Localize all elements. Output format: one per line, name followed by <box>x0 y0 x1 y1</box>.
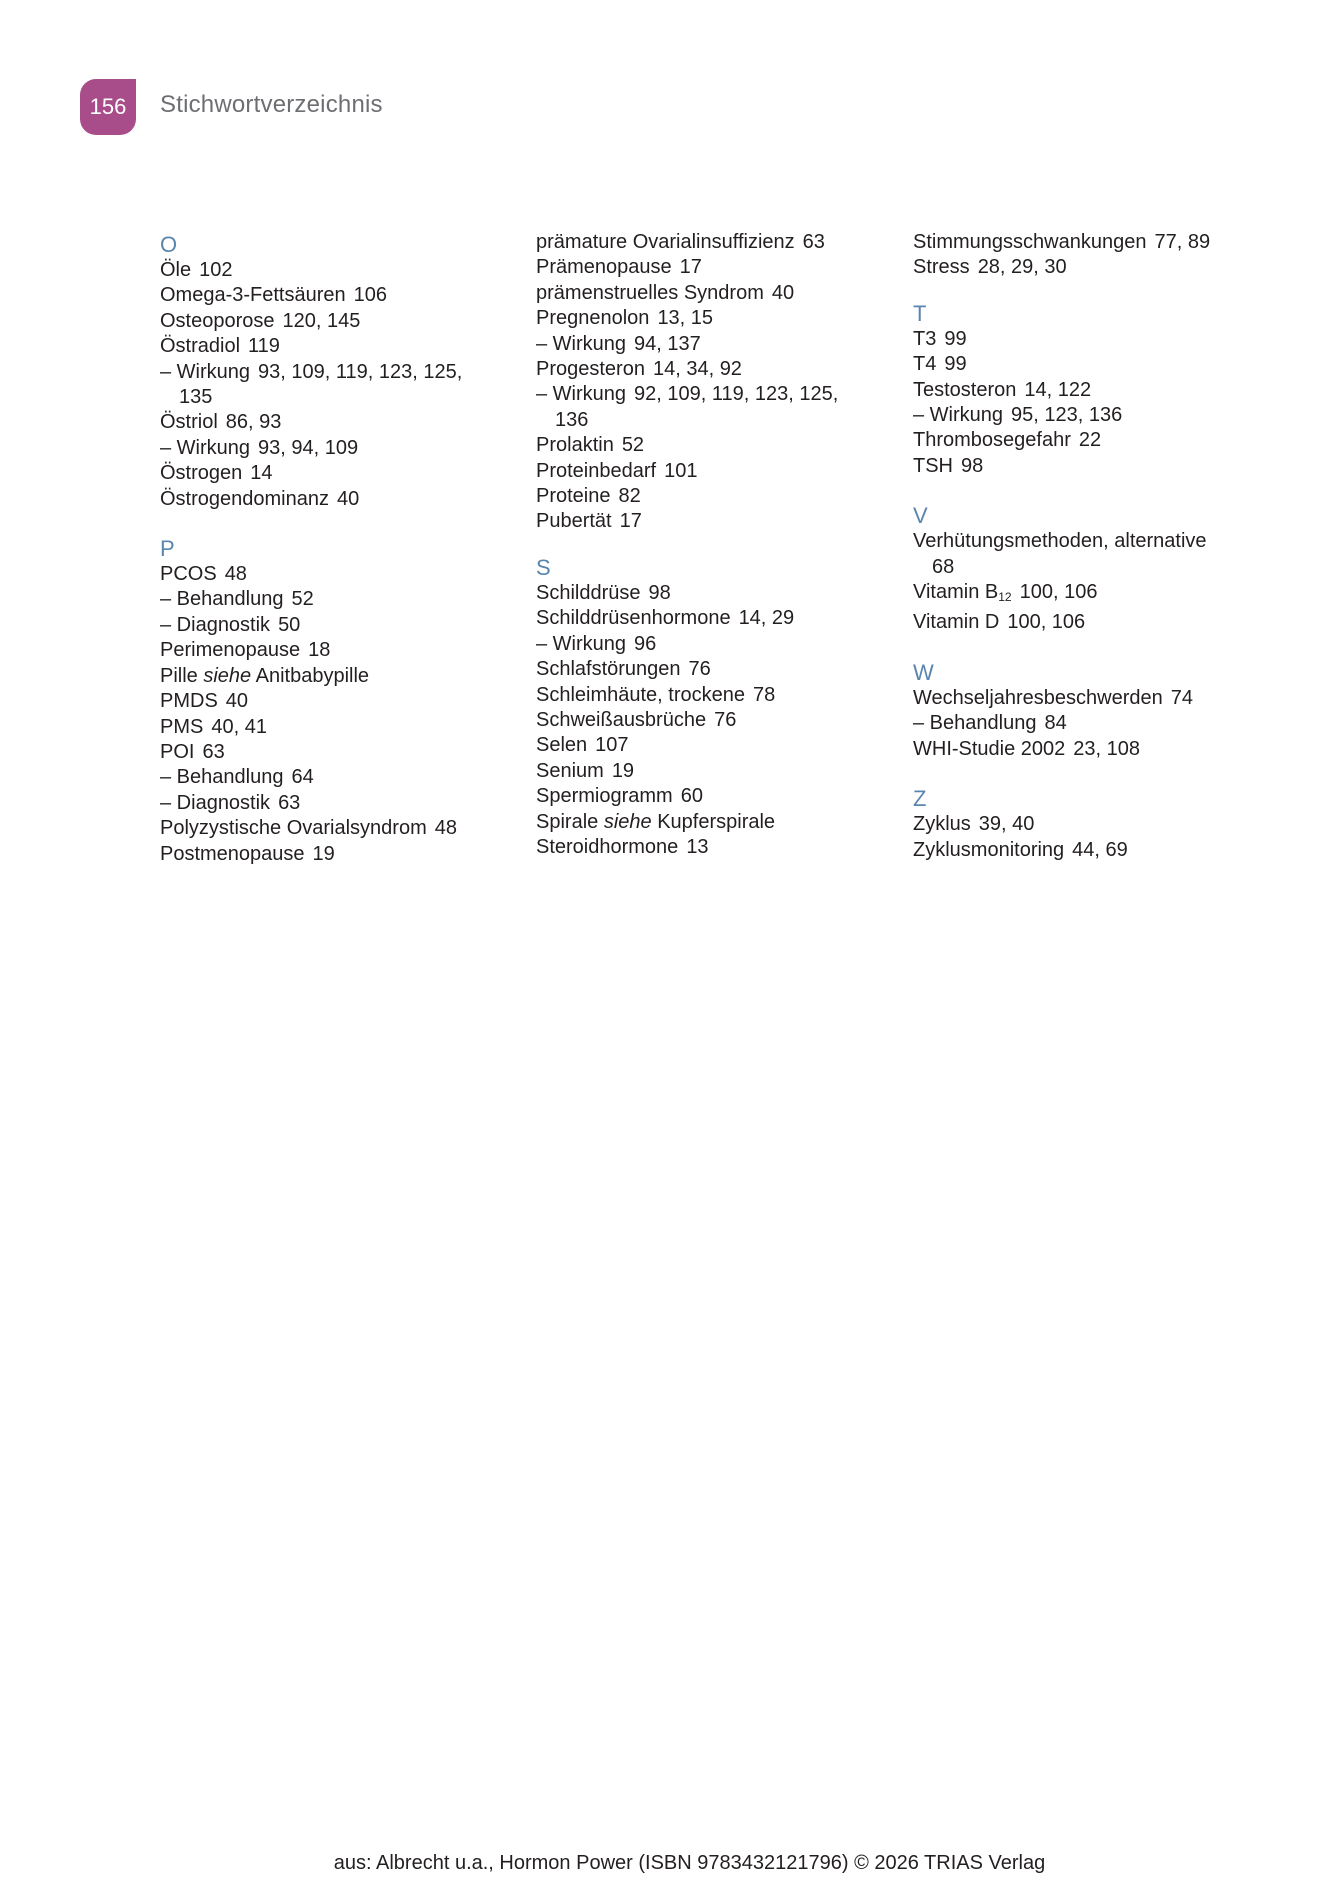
entry-term: Senium <box>536 759 604 782</box>
index-entry <box>160 740 530 765</box>
entry-term: Testosteron <box>913 378 1017 401</box>
entry-term: Schleimhäute, trockene <box>536 683 746 706</box>
entry-term: PCOS <box>160 563 217 586</box>
entry-pages: 44, 69 <box>1072 838 1128 861</box>
entry-term: PMS <box>160 715 204 738</box>
index-section <box>913 660 1283 762</box>
entry-pages: 107 <box>595 734 629 757</box>
entry-term: Selen <box>536 734 588 757</box>
entry-pages: 19 <box>312 842 335 865</box>
entry-term: Östrogendominanz <box>160 487 329 510</box>
entry-pages: 14, 29 <box>738 607 795 630</box>
entry-pages: 14, 122 <box>1024 378 1092 401</box>
index-entry <box>536 459 906 484</box>
entry-term: – Wirkung <box>536 383 627 406</box>
index-entry <box>160 461 530 486</box>
index-entry <box>160 258 530 283</box>
entry-pages: 40, 41 <box>211 715 267 738</box>
entry-see-reference-keyword: siehe <box>203 664 252 687</box>
entry-pages: 98 <box>961 454 984 477</box>
entry-term: Thrombosegefahr <box>913 429 1071 452</box>
index-entry <box>536 810 906 835</box>
entry-term: – Behandlung <box>160 766 284 789</box>
index-entry <box>160 816 530 841</box>
entry-term: Steroidhormone <box>536 835 679 858</box>
entry-term: Öle <box>160 259 192 281</box>
entry-term: – Diagnostik <box>160 791 271 814</box>
entry-pages: 14 <box>250 462 273 485</box>
entry-pages: 76 <box>714 708 737 731</box>
entry-see-reference-keyword: siehe <box>603 810 652 833</box>
entry-pages: 120, 145 <box>282 309 361 332</box>
entry-pages-continued: 135 <box>179 386 213 409</box>
index-entry <box>160 410 530 435</box>
index-entry <box>536 281 906 306</box>
entry-term: Zyklus <box>913 813 971 836</box>
index-entry <box>160 613 530 638</box>
entry-term: Schilddrüse <box>536 581 641 604</box>
index-entry <box>160 487 530 512</box>
index-entry <box>913 529 1283 554</box>
entry-term: PMDS <box>160 690 218 713</box>
entry-term: – Diagnostik <box>160 613 271 636</box>
index-entry <box>160 715 530 740</box>
entry-pages: 63 <box>202 740 225 763</box>
entry-term: Östriol <box>160 411 218 434</box>
entry-term: – Behandlung <box>913 712 1037 735</box>
copyright-footer: aus: Albrecht u.a., Hormon Power (ISBN 9783432121796) © 2026 TRIAS Verlag <box>333 1852 1046 1874</box>
entry-pages: 77, 89 <box>1154 231 1211 253</box>
entry-term: Verhütungsmethoden, alternative <box>913 530 1207 553</box>
index-entry <box>913 711 1283 736</box>
entry-term: prämenstruelles Syndrom <box>536 281 764 304</box>
entry-pages: 60 <box>680 785 703 808</box>
index-entry <box>913 686 1283 711</box>
index-entry <box>160 283 530 308</box>
entry-term: WHI-Studie 2002 <box>913 737 1066 760</box>
index-entry <box>160 791 530 816</box>
entry-see-reference: Anitbabypille <box>255 664 370 687</box>
entry-pages: 52 <box>291 588 314 611</box>
entry-pages: 50 <box>278 613 301 636</box>
entry-pages: 48 <box>434 817 457 840</box>
entry-pages: 102 <box>199 259 233 281</box>
entry-term: Spermiogramm <box>536 785 673 808</box>
index-entry <box>913 454 1283 479</box>
entry-pages: 52 <box>621 434 645 457</box>
entry-pages: 100, 106 <box>1019 581 1098 604</box>
entry-term: – Wirkung <box>536 332 627 355</box>
index-column-1 <box>160 232 530 891</box>
entry-term: Prolaktin <box>536 434 614 457</box>
entry-term: – Wirkung <box>536 632 627 655</box>
index-entry <box>536 509 906 534</box>
entry-pages: 28, 29, 30 <box>977 256 1067 279</box>
index-entry <box>160 436 530 461</box>
entry-term: POI <box>160 740 195 763</box>
section-letter: S <box>536 554 551 580</box>
entry-pages: 40 <box>771 281 795 304</box>
entry-pages: 93, 94, 109 <box>258 436 359 459</box>
section-letter: O <box>160 232 178 257</box>
entry-term: – Behandlung <box>160 588 284 611</box>
entry-pages: 17 <box>619 510 642 533</box>
index-section <box>160 536 530 867</box>
entry-pages: 98 <box>648 581 671 604</box>
entry-pages: 39, 40 <box>978 813 1035 836</box>
entry-pages: 13 <box>686 835 709 858</box>
index-entry <box>160 638 530 663</box>
index-section <box>160 232 530 512</box>
entry-term: Proteinbedarf <box>536 459 657 482</box>
entry-term: Wechseljahresbeschwerden <box>913 686 1163 709</box>
entry-term: Prämenopause <box>536 256 672 279</box>
index-entry <box>913 428 1283 453</box>
entry-pages: 40 <box>225 690 249 713</box>
entry-term: Stress <box>913 256 970 279</box>
page-number-badge: 156 <box>80 79 136 135</box>
entry-pages-continued: 68 <box>932 555 955 578</box>
entry-see-reference: Kupferspirale <box>657 810 776 833</box>
running-head: Stichwortverzeichnis <box>160 91 383 118</box>
index-entry <box>536 683 906 708</box>
index-section <box>913 301 1283 479</box>
index-entry <box>536 835 906 860</box>
entry-term: – Wirkung <box>160 360 251 383</box>
entry-term: Pregnenolon <box>536 307 650 330</box>
index-column-3 <box>913 230 1283 887</box>
entry-term: Zyklusmonitoring <box>913 838 1065 861</box>
entry-pages: 100, 106 <box>1007 611 1086 634</box>
index-entry <box>160 664 530 689</box>
index-entry <box>536 759 906 784</box>
entry-term: Vitamin D <box>913 611 1000 634</box>
entry-pages: 119 <box>248 335 280 358</box>
entry-pages: 84 <box>1044 712 1067 735</box>
entry-pages: 93, 109, 119, 123, 125, <box>258 360 463 383</box>
index-entry <box>913 327 1283 352</box>
index-entry <box>160 765 530 790</box>
index-entry <box>536 230 906 255</box>
entry-pages: 23, 108 <box>1073 737 1141 760</box>
entry-pages-continued: 136 <box>555 408 589 431</box>
index-entry <box>160 842 530 867</box>
index-section <box>536 555 906 860</box>
entry-term: T4 <box>913 353 937 376</box>
entry-pages: 92, 109, 119, 123, 125, <box>634 383 839 406</box>
entry-pages: 13, 15 <box>657 307 714 330</box>
index-entry <box>536 657 906 682</box>
entry-pages: 17 <box>679 256 702 279</box>
index-entry <box>536 708 906 733</box>
section-letter: T <box>913 300 927 326</box>
index-entry <box>913 230 1283 255</box>
index-entry <box>536 606 906 631</box>
entry-pages: 86, 93 <box>225 411 282 434</box>
entry-term: Östradiol <box>160 335 241 358</box>
index-entry <box>536 433 906 458</box>
index-entry <box>160 385 530 410</box>
index-entry <box>913 403 1283 428</box>
entry-term: Pubertät <box>536 510 612 533</box>
index-section <box>913 230 1283 281</box>
index-section <box>913 503 1283 636</box>
index-section <box>536 230 906 535</box>
section-letter: V <box>913 503 928 529</box>
index-entry <box>913 555 1283 580</box>
entry-term: Stimmungsschwankungen <box>913 231 1147 253</box>
entry-pages: 95, 123, 136 <box>1011 404 1123 427</box>
entry-pages: 99 <box>944 353 967 376</box>
entry-pages: 63 <box>278 791 301 814</box>
index-section <box>913 786 1283 863</box>
entry-pages: 76 <box>688 658 711 681</box>
section-letter: W <box>913 659 934 685</box>
index-entry <box>913 812 1283 837</box>
entry-term: Postmenopause <box>160 842 305 865</box>
section-letter: P <box>160 536 175 562</box>
entry-term: Osteoporose <box>160 309 275 332</box>
entry-term: Polyzystische Ovarialsyndrom <box>160 817 427 840</box>
entry-pages: 64 <box>291 766 314 789</box>
entry-term: Progesteron <box>536 358 645 381</box>
entry-term: Schweißausbrüche <box>536 708 707 731</box>
entry-term: Pille <box>160 664 198 687</box>
entry-term: Spirale <box>536 810 599 833</box>
entry-term: T3 <box>913 327 937 350</box>
index-entry <box>536 306 906 331</box>
index-entry <box>536 784 906 809</box>
index-entry <box>536 581 906 606</box>
index-entry <box>536 357 906 382</box>
entry-term: Schlafstörungen <box>536 658 681 681</box>
entry-term: TSH <box>913 454 953 477</box>
entry-pages: 82 <box>618 485 641 508</box>
entry-pages: 96 <box>634 632 657 655</box>
index-entry <box>160 309 530 334</box>
entry-pages: 40 <box>336 487 360 510</box>
entry-term: Schilddrüsenhormone <box>536 607 731 630</box>
index-entry <box>160 587 530 612</box>
entry-pages: 106 <box>353 284 388 307</box>
index-entry <box>913 610 1283 635</box>
entry-pages: 78 <box>753 683 776 706</box>
index-entry <box>160 360 530 385</box>
entry-term: Östrogen <box>160 462 243 485</box>
index-entry <box>913 838 1283 863</box>
index-entry <box>536 332 906 357</box>
entry-pages: 22 <box>1078 429 1102 452</box>
entry-pages: 74 <box>1170 686 1194 709</box>
entry-term: Vitamin B <box>913 581 999 604</box>
entry-pages: 48 <box>224 563 247 586</box>
index-entry <box>913 378 1283 403</box>
index-entry <box>160 689 530 714</box>
index-entry <box>160 562 530 587</box>
index-entry <box>913 352 1283 377</box>
section-letter: Z <box>913 786 927 812</box>
entry-term: Proteine <box>536 485 611 508</box>
entry-term: prämature Ovarialinsuffizienz <box>536 231 795 253</box>
entry-term: – Wirkung <box>913 404 1004 427</box>
entry-pages: 99 <box>944 327 967 350</box>
index-column-2 <box>536 230 906 884</box>
entry-pages: 19 <box>611 759 635 782</box>
entry-term: – Wirkung <box>160 436 251 459</box>
index-entry <box>536 484 906 509</box>
index-entry <box>913 737 1283 762</box>
index-entry <box>160 334 530 359</box>
index-entry <box>536 408 906 433</box>
index-entry <box>913 255 1283 280</box>
entry-pages: 18 <box>308 639 331 662</box>
entry-term: Omega-3-Fettsäuren <box>160 284 346 307</box>
index-entry <box>536 733 906 758</box>
index-entry <box>536 255 906 280</box>
entry-pages: 14, 34, 92 <box>652 358 742 381</box>
index-entry <box>913 580 1283 610</box>
entry-subscript: 12 <box>998 590 1012 605</box>
entry-pages: 101 <box>664 459 698 482</box>
entry-pages: 94, 137 <box>634 332 701 355</box>
index-entry <box>536 632 906 657</box>
entry-term: Perimenopause <box>160 639 301 662</box>
index-entry <box>536 382 906 407</box>
entry-pages: 63 <box>802 231 825 253</box>
